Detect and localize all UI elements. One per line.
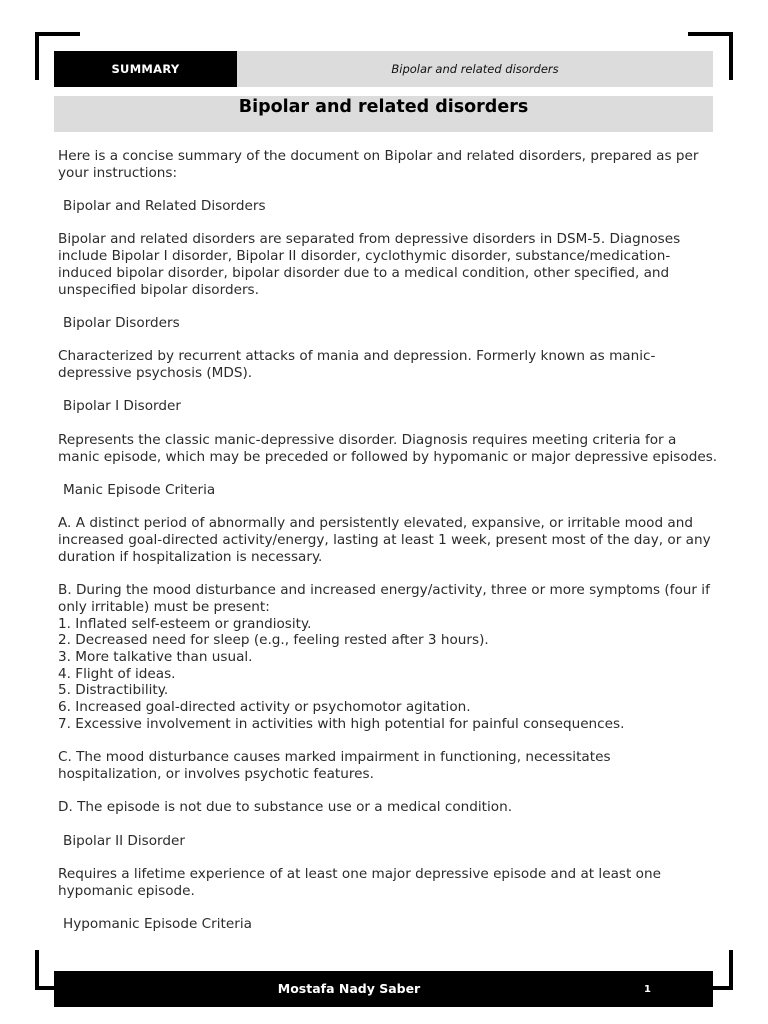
- page-number: 1: [644, 984, 651, 995]
- criterion-c: C. The mood disturbance causes marked impairment in functioning, necessitates hospitalization, or involves psychotic features.: [58, 749, 611, 782]
- document-body: [58, 148, 718, 933]
- list-item: 6. Increased goal-directed activity or psychomotor agitation.: [58, 699, 471, 716]
- footer-author: Mostafa Nady Saber: [277, 981, 421, 996]
- paragraph-bipolar-2: Requires a lifetime experience of at least one major depressive episode and at least one hypomanic episode.: [58, 866, 661, 899]
- criterion-a: A. A distinct period of abnormally and persistently elevated, expansive, or irritable mood and increased goal-directed activity/energy, lasting at least 1 week, present most of the day, or any duration if hospitalization is necessary.: [58, 515, 711, 565]
- page-header: [54, 51, 713, 87]
- criterion-b: B. During the mood disturbance and increased energy/activity, three or more symptoms (four if only irritable) must be present:: [58, 582, 710, 615]
- page-title: Bipolar and related disorders: [238, 96, 529, 117]
- criterion-d: D. The episode is not due to substance use or a medical condition.: [58, 799, 513, 816]
- border-gap-left: [30, 80, 40, 950]
- border-gap-right: [728, 80, 738, 950]
- header-running-title: Bipolar and related disorders: [237, 51, 713, 87]
- list-item: 7. Excessive involvement in activities with high potential for painful consequences.: [58, 715, 625, 732]
- header-label: SUMMARY: [54, 51, 237, 87]
- section-heading-related: Bipolar and Related Disorders: [63, 198, 266, 215]
- section-heading-hypomanic-criteria: Hypomanic Episode Criteria: [63, 916, 252, 933]
- list-item: 5. Distractibility.: [58, 682, 169, 699]
- section-heading-bipolar: Bipolar Disorders: [63, 314, 180, 331]
- paragraph-bipolar-1: Represents the classic manic-depressive disorder. Diagnosis requires meeting criteria for a manic episode, which may be preceded or followed by hypomanic or major depressive episodes.: [58, 431, 718, 465]
- intro-paragraph: Here is a concise summary of the document on Bipolar and related disorders, prepared as per your instructions:: [58, 148, 699, 181]
- section-heading-bipolar-1: Bipolar I Disorder: [63, 398, 181, 415]
- list-item: 3. More talkative than usual.: [58, 648, 253, 665]
- paragraph-bipolar: Characterized by recurrent attacks of mania and depression. Formerly known as manic-depressive psychosis (MDS).: [58, 348, 656, 382]
- section-heading-manic-criteria: Manic Episode Criteria: [63, 481, 216, 498]
- section-heading-bipolar-2: Bipolar II Disorder: [63, 832, 185, 849]
- list-item: 2. Decreased need for sleep (e.g., feeling rested after 3 hours).: [58, 632, 489, 649]
- title-bar: [54, 96, 713, 132]
- list-item: 1. Inflated self-esteem or grandiosity.: [58, 615, 312, 632]
- border-gap-top: [80, 30, 688, 39]
- symptom-list: [58, 616, 718, 733]
- page-footer: [54, 971, 713, 1007]
- paragraph-related: Bipolar and related disorders are separated from depressive disorders in DSM-5. Diagnoses include Bipolar I disorder, Bipolar II disorder, cyclothymic disorder, substance/medication-induced bipolar disorder, bipolar disorder due to a medical condition, other specified, and unspecified bipolar disorders.: [58, 231, 681, 298]
- list-item: 4. Flight of ideas.: [58, 665, 176, 682]
